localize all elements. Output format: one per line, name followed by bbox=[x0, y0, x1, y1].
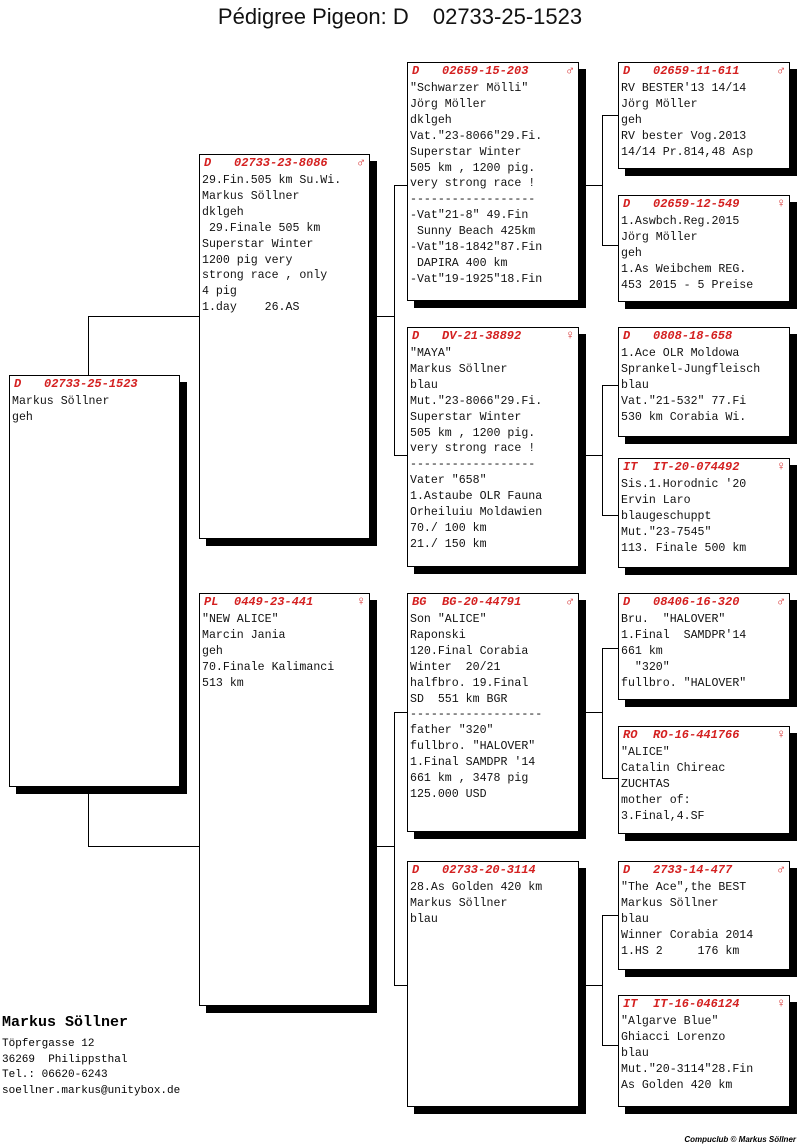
card-line: 14/14 Pr.814,48 Asp bbox=[621, 145, 754, 159]
breeder-address bbox=[2, 1014, 180, 1099]
card-header bbox=[200, 594, 369, 611]
connector-line bbox=[369, 316, 394, 317]
sex-icon: ♀ bbox=[566, 328, 574, 343]
ring-number: 0808-18-658 bbox=[653, 329, 733, 343]
card-line: Markus Söllner bbox=[410, 362, 508, 376]
connector-line bbox=[88, 316, 89, 376]
card-line: blau bbox=[410, 912, 438, 926]
card-line: "320" bbox=[621, 660, 670, 674]
card-line: ------------------- bbox=[410, 708, 543, 722]
card-line: Markus Söllner bbox=[410, 896, 508, 910]
card-line: Winter 20/21 bbox=[410, 660, 501, 674]
connector-line bbox=[394, 455, 408, 456]
card-header bbox=[619, 996, 789, 1013]
card-line: dklgeh bbox=[202, 205, 244, 219]
pigeon-card-father[interactable] bbox=[199, 154, 370, 539]
title-country: D bbox=[392, 4, 409, 29]
pigeon-card-ggm-3[interactable] bbox=[618, 726, 790, 834]
card-line: Vat."21-532" 77.Fi bbox=[621, 394, 747, 408]
connector-line bbox=[602, 648, 603, 778]
ring-number: RO-16-441766 bbox=[653, 728, 740, 742]
card-line: 1200 pig very bbox=[202, 253, 293, 267]
card-line: halfbro. 19.Final bbox=[410, 676, 529, 690]
card-line: RV bester Vog.2013 bbox=[621, 129, 747, 143]
pigeon-card-maternal-grandmother[interactable] bbox=[407, 861, 579, 1107]
card-body bbox=[10, 393, 179, 426]
page-title bbox=[0, 4, 800, 30]
card-line: -Vat"18-1842"87.Fin bbox=[410, 241, 543, 255]
card-line: Markus Söllner bbox=[12, 395, 110, 408]
sex-icon: ♂ bbox=[777, 63, 785, 78]
connector-line bbox=[602, 385, 619, 386]
connector-line bbox=[88, 786, 89, 846]
ring-number: 02659-11-611 bbox=[653, 64, 740, 78]
connector-line bbox=[602, 515, 619, 516]
card-line: Catalin Chireac bbox=[621, 761, 726, 775]
card-line: 21./ 150 km bbox=[410, 537, 487, 551]
card-line: 530 km Corabia Wi. bbox=[621, 410, 747, 424]
card-line: RV BESTER'13 14/14 bbox=[621, 82, 747, 95]
card-line: "Schwarzer Mölli" bbox=[410, 82, 529, 95]
card-line: As Golden 420 km bbox=[621, 1078, 733, 1092]
ring-number: 02733-20-3114 bbox=[442, 863, 536, 877]
card-line: geh bbox=[12, 410, 33, 424]
card-line: Mut."23-7545" bbox=[621, 525, 712, 539]
pigeon-card-paternal-grandmother[interactable] bbox=[407, 327, 579, 567]
country-code: D bbox=[623, 595, 631, 609]
connector-line bbox=[602, 245, 619, 246]
card-line: ZUCHTAS bbox=[621, 777, 670, 791]
title-ring: 02733-25-1523 bbox=[432, 4, 583, 29]
card-line: Ervin Laro bbox=[621, 493, 691, 507]
country-code: D bbox=[14, 377, 22, 391]
card-line: Superstar Winter bbox=[410, 145, 522, 159]
breeder-name: Markus Söllner bbox=[2, 1014, 129, 1031]
connector-line bbox=[394, 712, 408, 713]
card-line: 1.day 26.AS bbox=[202, 301, 300, 315]
country-code: PL bbox=[204, 595, 219, 609]
card-line: 29.Fin.505 km Su.Wi. bbox=[202, 174, 342, 187]
ring-number: 02659-12-549 bbox=[653, 197, 740, 211]
card-line: "The Ace",the BEST bbox=[621, 881, 747, 894]
card-line: Marcin Jania bbox=[202, 628, 286, 642]
card-line: fullbro. "HALOVER" bbox=[410, 740, 536, 754]
pigeon-card-ggf-1[interactable] bbox=[618, 62, 790, 169]
card-line: 125.000 USD bbox=[410, 787, 487, 801]
card-line: ------------------ bbox=[410, 193, 536, 207]
card-line: Raponski bbox=[410, 628, 466, 642]
card-line: 661 km bbox=[621, 644, 663, 658]
card-line: Jörg Möller bbox=[621, 230, 698, 244]
sex-icon: ♂ bbox=[777, 594, 785, 609]
sex-icon: ♀ bbox=[777, 196, 785, 211]
card-line: 113. Finale 500 km bbox=[621, 541, 747, 555]
card-line: father "320" bbox=[410, 724, 494, 738]
breeder-phone: Tel.: 06620-6243 bbox=[2, 1069, 108, 1081]
connector-line bbox=[88, 316, 200, 317]
card-line: mother of: bbox=[621, 793, 691, 807]
card-line: blau bbox=[621, 378, 649, 392]
card-line: Jörg Möller bbox=[621, 97, 698, 111]
card-header bbox=[619, 459, 789, 476]
card-line: "ALICE" bbox=[621, 746, 670, 759]
connector-line bbox=[602, 1045, 619, 1046]
card-line: Son "ALICE" bbox=[410, 613, 487, 626]
pigeon-card-ggm-2[interactable] bbox=[618, 458, 790, 568]
card-line: 1.Ace OLR Moldowa bbox=[621, 347, 740, 360]
pigeon-card-ggm-4[interactable] bbox=[618, 995, 790, 1107]
ring-number: IT-16-046124 bbox=[653, 997, 740, 1011]
card-line: 120.Final Corabia bbox=[410, 644, 529, 658]
breeder-city: 36269 Philippsthal bbox=[2, 1053, 128, 1066]
card-header bbox=[619, 196, 789, 213]
sex-icon: ♂ bbox=[777, 862, 785, 877]
ring-number: BG-20-44791 bbox=[442, 595, 522, 609]
connector-line bbox=[602, 648, 619, 649]
card-line: 70./ 100 km bbox=[410, 521, 487, 535]
card-header bbox=[408, 594, 578, 611]
card-line: Mut."20-3114"28.Fin bbox=[621, 1062, 754, 1076]
breeder-email: soellner.markus@unitybox.de bbox=[2, 1084, 181, 1097]
card-header bbox=[619, 727, 789, 744]
card-line: Sprankel-Jungfleisch bbox=[621, 362, 761, 376]
connector-line bbox=[88, 846, 200, 847]
card-line: blau bbox=[621, 912, 649, 926]
card-line: fullbro. "HALOVER" bbox=[621, 676, 747, 690]
card-line: Vat."23-8066"29.Fi. bbox=[410, 129, 543, 143]
card-line: very strong race ! bbox=[410, 442, 536, 456]
connector-line bbox=[602, 915, 603, 1045]
card-line: Orheiluiu Moldawien bbox=[410, 506, 543, 520]
connector-line bbox=[602, 115, 619, 116]
connector-line bbox=[578, 712, 602, 713]
card-header bbox=[619, 328, 789, 345]
card-body bbox=[619, 1013, 789, 1094]
card-header bbox=[408, 862, 578, 879]
card-line: 1.As Weibchem REG. bbox=[621, 262, 747, 276]
country-code: D bbox=[412, 863, 420, 877]
card-line: Vater "658" bbox=[410, 474, 487, 488]
ring-number: 2733-14-477 bbox=[653, 863, 733, 877]
country-code: RO bbox=[623, 728, 638, 742]
sex-icon: ♂ bbox=[357, 155, 365, 170]
connector-line bbox=[394, 712, 395, 985]
connector-line bbox=[394, 985, 408, 986]
card-body bbox=[619, 611, 789, 692]
card-body bbox=[408, 611, 578, 803]
card-line: 4 pig bbox=[202, 285, 237, 299]
country-code: IT bbox=[623, 460, 638, 474]
card-header bbox=[10, 376, 179, 393]
card-line: Ghiacci Lorenzo bbox=[621, 1030, 726, 1044]
country-code: BG bbox=[412, 595, 427, 609]
card-line: Sis.1.Horodnic '20 bbox=[621, 478, 747, 491]
pigeon-card-ggf-3[interactable] bbox=[618, 593, 790, 700]
card-line: Jörg Möller bbox=[410, 97, 487, 111]
card-line: 1.Astaube OLR Fauna bbox=[410, 490, 543, 504]
pigeon-card-ggf-2[interactable] bbox=[618, 327, 790, 437]
pigeon-card-maternal-grandfather[interactable] bbox=[407, 593, 579, 832]
country-code: D bbox=[623, 64, 631, 78]
card-header bbox=[408, 63, 578, 80]
card-line: SD 551 km BGR bbox=[410, 692, 508, 706]
card-line: dklgeh bbox=[410, 113, 452, 127]
country-code: D bbox=[623, 863, 631, 877]
connector-line bbox=[602, 115, 603, 245]
card-line: "MAYA" bbox=[410, 347, 452, 360]
pigeon-card-subject[interactable] bbox=[9, 375, 180, 787]
connector-line bbox=[602, 915, 619, 916]
card-line: Mut."23-8066"29.Fi. bbox=[410, 394, 543, 408]
card-line: 28.As Golden 420 km bbox=[410, 881, 543, 894]
connector-line bbox=[578, 185, 602, 186]
card-line: "NEW ALICE" bbox=[202, 613, 279, 626]
connector-line bbox=[602, 385, 603, 515]
card-line: 505 km , 1200 pig. bbox=[410, 161, 536, 175]
country-code: D bbox=[412, 64, 420, 78]
card-line: DAPIRA 400 km bbox=[410, 256, 508, 270]
card-line: "Algarve Blue" bbox=[621, 1015, 719, 1028]
card-line: 513 km bbox=[202, 676, 244, 690]
pigeon-card-mother[interactable] bbox=[199, 593, 370, 1006]
card-line: blau bbox=[410, 378, 438, 392]
card-line: 505 km , 1200 pig. bbox=[410, 426, 536, 440]
card-body bbox=[619, 476, 789, 557]
card-line: geh bbox=[621, 246, 642, 260]
sex-icon: ♀ bbox=[357, 594, 365, 609]
connector-line bbox=[602, 778, 619, 779]
pigeon-card-paternal-grandfather[interactable] bbox=[407, 62, 579, 301]
ring-number: 02733-23-8086 bbox=[234, 156, 328, 170]
country-code: IT bbox=[623, 997, 638, 1011]
card-line: ------------------ bbox=[410, 458, 536, 472]
card-line: very strong race ! bbox=[410, 177, 536, 191]
card-body bbox=[200, 611, 369, 692]
card-body bbox=[408, 879, 578, 928]
card-body bbox=[619, 345, 789, 426]
footer-credit: Compuclub © Markus Söllner bbox=[684, 1135, 796, 1144]
country-code: D bbox=[412, 329, 420, 343]
connector-line bbox=[578, 985, 602, 986]
card-line: geh bbox=[202, 644, 223, 658]
breeder-street: Töpfergasse 12 bbox=[2, 1038, 95, 1050]
card-body bbox=[619, 213, 789, 294]
card-header bbox=[408, 328, 578, 345]
country-code: D bbox=[623, 197, 631, 211]
ring-number: IT-20-074492 bbox=[653, 460, 740, 474]
card-line: 1.Final SAMDPR'14 bbox=[621, 628, 747, 642]
title-label: Pédigree Pigeon: bbox=[217, 4, 387, 29]
card-line: 1.Final SAMDPR '14 bbox=[410, 756, 536, 770]
card-line: -Vat"21-8" 49.Fin bbox=[410, 209, 529, 223]
card-line: 1.HS 2 176 km bbox=[621, 944, 740, 958]
card-body bbox=[408, 80, 578, 288]
ring-number: 02659-15-203 bbox=[442, 64, 529, 78]
country-code: D bbox=[204, 156, 212, 170]
sex-icon: ♂ bbox=[566, 63, 574, 78]
connector-line bbox=[394, 185, 395, 455]
pigeon-card-ggf-4[interactable] bbox=[618, 861, 790, 970]
sex-icon: ♀ bbox=[777, 459, 785, 474]
card-body bbox=[619, 80, 789, 161]
card-line: Markus Söllner bbox=[202, 189, 300, 203]
pigeon-card-ggm-1[interactable] bbox=[618, 195, 790, 302]
card-line: strong race , only bbox=[202, 269, 328, 283]
card-header bbox=[200, 155, 369, 172]
card-line: Markus Söllner bbox=[621, 896, 719, 910]
card-header bbox=[619, 862, 789, 879]
card-line: Winner Corabia 2014 bbox=[621, 928, 754, 942]
card-body bbox=[619, 879, 789, 960]
ring-number: 0449-23-441 bbox=[234, 595, 314, 609]
card-body bbox=[619, 744, 789, 825]
card-line: Sunny Beach 425km bbox=[410, 225, 536, 239]
card-header bbox=[619, 594, 789, 611]
card-line: 661 km , 3478 pig bbox=[410, 772, 529, 786]
card-line: 453 2015 - 5 Preise bbox=[621, 278, 754, 292]
ring-number: 08406-16-320 bbox=[653, 595, 740, 609]
country-code: D bbox=[623, 329, 631, 343]
card-line: -Vat"19-1925"18.Fin bbox=[410, 272, 543, 286]
card-line: blau bbox=[621, 1046, 649, 1060]
card-body bbox=[408, 345, 578, 553]
connector-line bbox=[394, 185, 408, 186]
card-line: 29.Finale 505 km bbox=[202, 221, 321, 235]
card-line: blaugeschuppt bbox=[621, 509, 712, 523]
card-line: geh bbox=[621, 113, 642, 127]
card-line: 1.Aswbch.Reg.2015 bbox=[621, 215, 740, 228]
card-line: Superstar Winter bbox=[202, 237, 314, 251]
sex-icon: ♂ bbox=[566, 594, 574, 609]
sex-icon: ♀ bbox=[777, 996, 785, 1011]
sex-icon: ♀ bbox=[777, 727, 785, 742]
card-line: 70.Finale Kalimanci bbox=[202, 660, 335, 674]
card-line: 3.Final,4.SF bbox=[621, 809, 705, 823]
card-body bbox=[200, 172, 369, 316]
card-line: Bru. "HALOVER" bbox=[621, 613, 726, 626]
connector-line bbox=[578, 455, 602, 456]
ring-number: 02733-25-1523 bbox=[44, 377, 138, 391]
card-header bbox=[619, 63, 789, 80]
ring-number: DV-21-38892 bbox=[442, 329, 522, 343]
card-line: Superstar Winter bbox=[410, 410, 522, 424]
connector-line bbox=[369, 846, 394, 847]
